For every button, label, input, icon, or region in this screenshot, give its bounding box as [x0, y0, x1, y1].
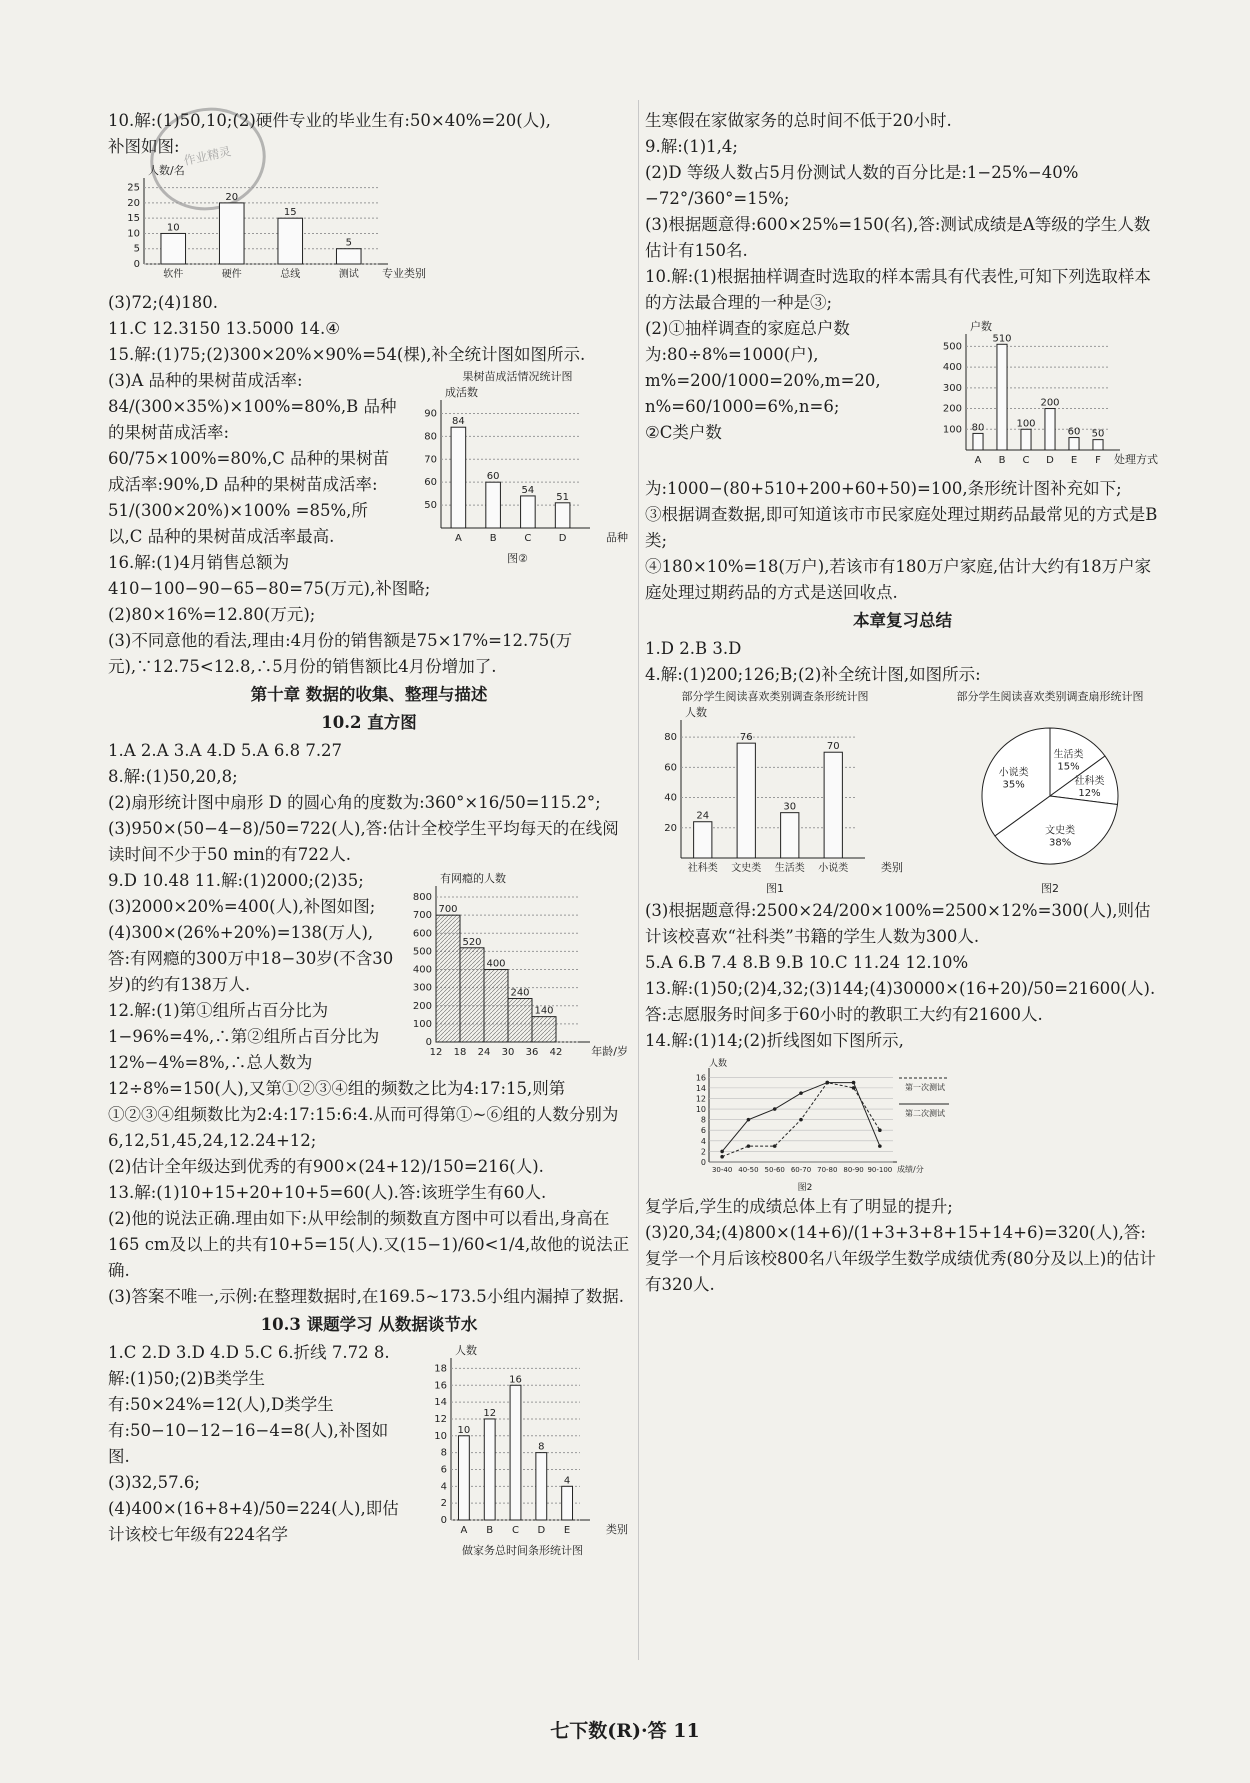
bar — [1093, 440, 1103, 450]
bar — [562, 1486, 573, 1520]
x-tick-label: 12 — [429, 1047, 443, 1058]
review-answer-4-3: (3)根据题意得:2500×24/200×100%=2500×12%=300(人),则估计该校喜欢“社科类”书籍的学生人数为300人. — [645, 901, 1151, 946]
data-label: 140 — [534, 1005, 554, 1017]
y-tick-label: 90 — [424, 408, 437, 420]
bar — [484, 970, 508, 1042]
y-tick-label: 6 — [700, 1126, 706, 1136]
data-label: 16 — [509, 1374, 522, 1386]
y-tick-label: 10 — [695, 1105, 706, 1115]
bar — [997, 344, 1007, 450]
bar — [694, 822, 712, 858]
x-tick-label: 软件 — [163, 269, 184, 280]
y-tick-label: 60 — [664, 762, 677, 774]
data-label: 84 — [452, 416, 465, 428]
answer-10r-3: ③根据调查数据,即可知道该市市民家庭处理过期药品最常见的方式是B类; — [645, 505, 1158, 550]
x-axis-label: 成绩/分 — [897, 1165, 924, 1174]
data-label: 70 — [826, 741, 840, 753]
data-point — [773, 1144, 777, 1148]
data-point — [878, 1128, 882, 1132]
y-tick-label: 2 — [440, 1498, 447, 1510]
y-axis-label: 人数 — [455, 1344, 477, 1357]
data-label: 15 — [283, 207, 297, 219]
section-title-10-3: 10.3 课题学习 从数据谈节水 — [260, 1315, 478, 1334]
watermark-stamp: 作业精灵 — [141, 97, 276, 221]
chart-caption: 图1 — [766, 882, 784, 895]
y-tick-label: 12 — [434, 1413, 447, 1425]
bar — [436, 915, 460, 1042]
y-axis-label: 户数 — [970, 320, 992, 333]
y-tick-label: 300 — [412, 982, 432, 994]
x-axis-label: 处理方式 — [1114, 453, 1158, 466]
x-tick-label: 60-70 — [790, 1166, 812, 1174]
y-tick-label: 0 — [440, 1515, 447, 1526]
x-tick-label: E — [563, 1525, 571, 1536]
x-tick-label: C — [524, 533, 532, 544]
bar — [1045, 409, 1055, 450]
y-tick-label: 2 — [700, 1147, 706, 1157]
bar — [532, 1017, 556, 1042]
section-title-10-2: 10.2 直方图 — [321, 713, 417, 732]
y-tick-label: 20 — [664, 822, 677, 834]
review-answer-14-3: (3)20,34;(4)800×(14+6)/(1+3+3+8+15+14+6)=320(人),答:复学一个月后该校800名八年级学生数学成绩优秀(80分及以上)的估计有320人. — [645, 1223, 1156, 1294]
y-tick-label: 20 — [127, 197, 140, 209]
data-point — [799, 1118, 803, 1122]
data-label: 240 — [510, 987, 530, 999]
slice-value: 35% — [1002, 779, 1025, 791]
y-axis-label: 人数/名 — [148, 164, 185, 177]
bar — [536, 1453, 547, 1520]
x-tick-label: A — [454, 533, 462, 544]
answer-9-3: (3)根据题意得:600×25%=150(名),答:测试成绩是A等级的学生人数估计有150名. — [645, 215, 1151, 260]
answer-12-2: (2)估计全年级达到优秀的有900×(24+12)/150=216(人). — [108, 1157, 544, 1176]
data-label: 50 — [1091, 428, 1105, 440]
y-tick-label: 4 — [440, 1481, 447, 1493]
data-label: 100 — [1016, 418, 1036, 430]
slice-value: 15% — [1057, 761, 1080, 773]
chart-housework — [415, 1340, 630, 1560]
x-tick-label: 36 — [525, 1047, 539, 1058]
legend-label: 第二次测试 — [905, 1109, 945, 1118]
x-tick-label: 总线 — [280, 269, 301, 280]
answer-15: 15.解:(1)75;(2)300×20%×90%=54(棵),补全统计图如图所示. — [108, 345, 586, 364]
y-tick-label: 8 — [700, 1115, 706, 1125]
data-point — [852, 1081, 856, 1085]
data-label: 4 — [563, 1475, 571, 1487]
data-label: 30 — [783, 801, 797, 813]
y-tick-label: 25 — [127, 182, 140, 194]
bar — [555, 503, 570, 528]
data-label: 20 — [225, 191, 239, 203]
y-tick-label: 10 — [434, 1430, 447, 1442]
data-label: 510 — [992, 333, 1012, 345]
y-tick-label: 100 — [942, 424, 962, 436]
x-tick-label: 50-60 — [764, 1166, 785, 1174]
left-column — [108, 108, 630, 1560]
y-tick-label: 0 — [700, 1158, 706, 1167]
y-tick-label: 100 — [412, 1018, 432, 1030]
y-tick-label: 4 — [700, 1136, 706, 1146]
bar — [278, 218, 303, 264]
y-tick-label: 15 — [127, 213, 140, 225]
review-answer-13b: 答:志愿服务时间多于60小时的教职工大约有21600人. — [645, 1005, 1043, 1024]
x-tick-label: 社科类 — [687, 863, 718, 874]
answer-10r-2b: ②C类户数为:1000−(80+510+200+60+50)=100,条形统计图补充如下; — [645, 423, 1122, 498]
chart-title: 部分学生阅读喜欢类别调查扇形统计图 — [956, 690, 1144, 703]
slice-value: 38% — [1049, 837, 1072, 849]
y-tick-label: 80 — [424, 431, 437, 443]
answer-10r-2: (2)①抽样调查的家庭总户数为:80÷8%=1000(户), m%=200/1000=20%,m=20, n%=60/1000=6%,n=6; — [645, 319, 881, 416]
x-axis-label: 年龄/岁 — [591, 1045, 628, 1058]
y-tick-label: 400 — [942, 362, 962, 374]
data-point — [878, 1144, 882, 1148]
answer-13-3: (3)答案不唯一,示例:在整理数据时,在169.5~173.5小组内漏掉了数据. — [108, 1287, 624, 1306]
x-tick-label: 40-50 — [738, 1166, 759, 1174]
y-axis-label: 人数 — [685, 706, 707, 719]
x-tick-label: 文史类 — [731, 863, 762, 874]
chart-seedlings — [405, 368, 630, 568]
review-answer-14: 14.解:(1)14;(2)折线图如下图所示, — [645, 1031, 904, 1050]
answers-11-14: 11.C 12.3150 13.5000 14.④ — [108, 319, 341, 338]
x-axis-label: 类别 — [881, 861, 903, 874]
y-tick-label: 40 — [664, 792, 677, 804]
bar — [1021, 429, 1031, 450]
y-tick-label: 16 — [695, 1073, 706, 1083]
y-tick-label: 700 — [412, 910, 432, 922]
chart-caption: 图2 — [797, 1183, 813, 1193]
chart-title: 部分学生阅读喜欢类别调查条形统计图 — [681, 690, 869, 703]
chart-scores-line — [685, 1054, 985, 1194]
x-tick-label: 70-80 — [817, 1166, 838, 1174]
slice-value: 12% — [1078, 787, 1101, 799]
y-tick-label: 70 — [424, 454, 437, 466]
answer-9-2: (2)D 等级人数占5月份测试人数的百分比是:1−25%−40%−72°/360°=15%; — [645, 163, 1079, 208]
y-tick-label: 200 — [412, 1000, 432, 1012]
answer-10: 10.解:(1)50,10;(2)硬件专业的毕业生有:50×40%=20(人), — [108, 111, 551, 130]
bar — [451, 427, 466, 528]
y-tick-label: 16 — [434, 1380, 447, 1392]
bar — [219, 203, 244, 264]
answer-9: 9.解:(1)1,4; — [645, 137, 738, 156]
chart-reading-bar — [645, 688, 905, 898]
review-title: 本章复习总结 — [853, 611, 952, 630]
answer-16-2: (2)80×16%=12.80(万元); — [108, 605, 316, 624]
y-tick-label: 400 — [412, 964, 432, 976]
answer-16-3: (3)不同意他的看法,理由:4月份的销售额是75×17%=12.75(万元),∵12.75<12.8,∴5月份的销售额比4月份增加了. — [108, 631, 573, 676]
data-label: 60 — [486, 471, 500, 483]
answer-10r-4: ④180×10%=18(万户),若该市有180万户家庭,估计大约有18万户家庭处理过期药品的方式是送回收点. — [645, 557, 1152, 602]
chart-graduates — [108, 160, 428, 290]
chart-reading-pie — [940, 688, 1160, 898]
chart-caption: 图2 — [1041, 882, 1059, 895]
x-tick-label: 生活类 — [774, 863, 805, 874]
data-label: 54 — [521, 484, 535, 496]
data-label: 76 — [739, 732, 753, 744]
answer-12: 12.解:(1)第①组所占百分比为1−96%=4%,∴第②组所占百分比为12%−4%=8%,∴总人数为12÷8%=150(人),又第①②③④组的频数之比为4:17:15,则第①②③④组频数比为2:4:17:15:6:4.从而可得第①~⑥组的人数分别为6,12,51,45,24,12.24+12; — [108, 1001, 619, 1150]
bar — [737, 743, 755, 858]
x-tick-label: 30 — [501, 1047, 515, 1058]
y-axis-label: 人数 — [709, 1059, 728, 1069]
y-tick-label: 80 — [664, 732, 677, 744]
y-tick-label: 10 — [127, 228, 140, 240]
data-label: 8 — [538, 1441, 545, 1453]
data-label: 80 — [971, 422, 985, 434]
answer-8: 8.解:(1)50,20,8; — [108, 767, 238, 786]
x-tick-label: 80-90 — [843, 1166, 864, 1174]
review-answers-5-12: 5.A 6.B 7.4 8.B 9.B 10.C 11.24 12.10% — [645, 953, 969, 972]
slice-label: 生活类 — [1053, 749, 1084, 761]
data-label: 60 — [1067, 426, 1081, 438]
y-tick-label: 500 — [412, 946, 432, 958]
answer-9-11: 9.D 10.48 11.解:(1)2000;(2)35;(3)2000×20%=400(人),补图如图; — [108, 871, 376, 916]
x-tick-label: 90-100 — [867, 1166, 893, 1174]
bar — [973, 433, 983, 450]
x-tick-label: A — [460, 1525, 468, 1536]
column-divider — [638, 100, 639, 1660]
y-tick-label: 600 — [412, 928, 432, 940]
review-answer-4: 4.解:(1)200;126;B;(2)补全统计图,如图所示: — [645, 665, 981, 684]
bar — [486, 482, 501, 528]
bar — [521, 496, 536, 528]
x-tick-label: 42 — [549, 1047, 563, 1058]
x-tick-label: D — [558, 533, 567, 544]
chart-caption: 做家务总时间条形统计图 — [462, 1544, 583, 1557]
x-tick-label: E — [1070, 455, 1078, 466]
chart-medicine — [930, 316, 1160, 476]
x-tick-label: 30-40 — [711, 1166, 733, 1174]
bar — [161, 233, 186, 264]
x-axis-label: 专业类别 — [382, 267, 426, 280]
data-label: 5 — [345, 237, 352, 249]
x-tick-label: B — [998, 455, 1006, 466]
y-axis-label: 有网瘾的人数 — [440, 872, 506, 885]
bar — [781, 813, 799, 858]
data-point — [773, 1107, 777, 1111]
data-point — [825, 1081, 829, 1085]
right-column — [645, 108, 1160, 1298]
data-label: 10 — [457, 1424, 471, 1436]
answer-8-3: (3)950×(50−4−8)/50=722(人),答:估计全校学生平均每天的在线阅读时间不少于50 min的有722人. — [108, 819, 619, 864]
legend-label: 第一次测试 — [905, 1083, 945, 1092]
data-point — [799, 1091, 803, 1095]
chart-caption: 图② — [507, 552, 528, 565]
data-point — [720, 1150, 724, 1154]
y-tick-label: 8 — [440, 1447, 447, 1459]
answer-11-4: (4)300×(26%+20%)=138(万人),答:有网瘾的300万中18−30岁(不含30岁)的约有138万人. — [108, 923, 394, 994]
answer-10-note: 补图如图: — [108, 137, 180, 156]
y-tick-label: 500 — [942, 341, 962, 353]
review-answers-1-3: 1.D 2.B 3.D — [645, 639, 742, 658]
data-point — [747, 1144, 751, 1148]
answer-8-4: (4)400×(16+8+4)/50=224(人),即估计该校七年级有224名学 — [108, 1499, 399, 1544]
x-tick-label: B — [489, 533, 497, 544]
data-point — [720, 1155, 724, 1159]
answer-15-3: (3)A 品种的果树苗成活率: 84/(300×35%)×100%=80%,B 品种的果树苗成活率: 60/75×100%=80%,C 品种的果树苗成活率:90%,D 品种的果树苗成活率: 51/(300×20%)×100% =85%,所以,C 品种的果树苗成活率最高. — [108, 371, 397, 546]
bar — [460, 948, 484, 1042]
x-axis-label: 类别 — [606, 1523, 628, 1536]
answer-8-cont: 生寒假在家做家务的总时间不低于20小时. — [645, 111, 952, 130]
x-tick-label: D — [537, 1525, 546, 1536]
y-tick-label: 6 — [440, 1464, 447, 1476]
bar — [824, 752, 842, 858]
answer-8-2: (2)扇形统计图中扇形 D 的圆心角的度数为:360°×16/50=115.2°; — [108, 793, 601, 812]
data-label: 700 — [438, 904, 458, 916]
x-axis-label: 品种 — [606, 531, 628, 544]
x-tick-label: 硬件 — [221, 269, 242, 280]
answer-13-2: (2)他的说法正确.理由如下:从甲绘制的频数直方图中可以看出,身高在165 cm及以上的共有10+5=15(人).又(15−1)/60<1/4,故他的说法正确. — [108, 1209, 630, 1280]
y-tick-label: 18 — [434, 1363, 447, 1375]
chapter-title: 第十章 数据的收集、整理与描述 — [250, 685, 488, 704]
bar — [508, 999, 532, 1042]
data-point — [747, 1118, 751, 1122]
bar — [510, 1385, 521, 1520]
bar — [484, 1419, 495, 1520]
y-axis-label: 成活数 — [445, 386, 478, 399]
x-tick-label: 24 — [477, 1047, 491, 1058]
chart-internet-addiction — [400, 868, 630, 1068]
answer-10-3: (3)72;(4)180. — [108, 293, 219, 312]
slice-label: 文史类 — [1045, 825, 1076, 837]
y-tick-label: 800 — [412, 892, 432, 904]
y-tick-label: 200 — [942, 403, 962, 415]
slice-label: 小说类 — [998, 767, 1029, 779]
review-answer-13: 13.解:(1)50;(2)4,32;(3)144;(4)30000×(16+20)/50=21600(人). — [645, 979, 1156, 998]
bar — [458, 1436, 469, 1520]
x-tick-label: 18 — [453, 1047, 467, 1058]
answers-1-7: 1.A 2.A 3.A 4.D 5.A 6.8 7.27 — [108, 741, 343, 760]
data-label: 12 — [483, 1407, 497, 1419]
y-tick-label: 60 — [424, 477, 437, 489]
answer-13: 13.解:(1)10+15+20+10+5=60(人).答:该班学生有60人. — [108, 1183, 547, 1202]
data-label: 24 — [696, 810, 710, 822]
data-label: 51 — [556, 491, 569, 503]
data-label: 400 — [486, 958, 506, 970]
y-tick-label: 0 — [133, 259, 140, 270]
answers-10-3: 1.C 2.D 3.D 4.D 5.C 6.折线 7.72 8.解:(1)50;(2)B类学生有:50×24%=12(人),D类学生有:50−10−12−16−4=8(人),补图如图. — [108, 1343, 390, 1466]
y-tick-label: 0 — [425, 1037, 432, 1048]
x-tick-label: B — [486, 1525, 494, 1536]
data-label: 520 — [462, 936, 482, 948]
chart-title: 果树苗成活情况统计图 — [462, 370, 573, 383]
y-tick-label: 14 — [695, 1083, 706, 1093]
x-tick-label: 测试 — [338, 269, 359, 280]
y-tick-label: 12 — [695, 1094, 706, 1104]
x-tick-label: F — [1095, 455, 1101, 466]
bar — [336, 249, 361, 264]
y-tick-label: 5 — [133, 243, 140, 255]
x-tick-label: C — [512, 1525, 519, 1536]
x-tick-label: 小说类 — [818, 863, 849, 874]
bar — [1069, 438, 1079, 450]
y-tick-label: 14 — [434, 1397, 447, 1409]
answer-10r: 10.解:(1)根据抽样调查时选取的样本需具有代表性,可知下列选取样本的方法最合理的一种是③; — [645, 267, 1151, 312]
answer-16: 16.解:(1)4月销售总额为410−100−90−65−80=75(万元),补图略; — [108, 553, 431, 598]
answer-8-3b: (3)32,57.6; — [108, 1473, 200, 1492]
data-label: 10 — [166, 222, 180, 234]
y-tick-label: 50 — [424, 500, 437, 512]
data-label: 200 — [1040, 397, 1060, 409]
slice-label: 社科类 — [1074, 775, 1105, 787]
x-tick-label: C — [1022, 455, 1030, 466]
page-footer: 七下数(R)·答 11 — [550, 1720, 700, 1742]
review-answer-14-2: 复学后,学生的成绩总体上有了明显的提升; — [645, 1197, 953, 1216]
y-tick-label: 300 — [942, 382, 962, 394]
x-tick-label: D — [1046, 455, 1054, 466]
x-tick-label: A — [974, 455, 982, 466]
